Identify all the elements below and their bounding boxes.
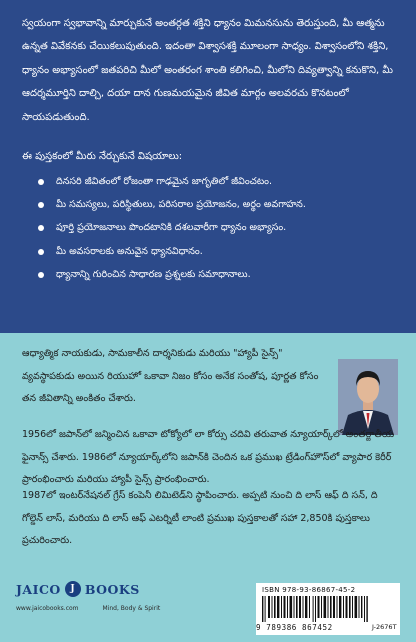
list-item xyxy=(38,245,398,268)
publisher-name-right: BOOKS xyxy=(84,581,140,597)
bullet-icon xyxy=(38,202,44,208)
blurb-intro: స్వయంగా స్వభావాన్ని మార్చుకునే అంతర్గత శక్తిని ధ్యానం మిమనసును తెరుస్తుంది, మీ ఆత్మను ఉన్నత వివేకనకు చేయికలుపుతుంది. ఇదంతా విశ్వాసశక్తి మూలంగా సాధ్యం. విశ్వాసంలోని శక్తిని, ధ్యానం అభ్యాసంలో జతపరిచి మీలో అంతరంగ శాంతి కలిగించి, మీలోని దివ్యత్వాన్ని కనుకొని, మీ ఆదర్శమూర్తిని దాల్చి, దయా దాన గుణమయమైన జీవిత మార్గం అలవరచు కొనటంలో సాయపడుతుంది. xyxy=(22,18,393,123)
sku-code: J-2676T xyxy=(372,623,397,631)
bullet-icon xyxy=(38,225,44,231)
publisher-name-left: JAICO xyxy=(16,581,61,597)
list-item xyxy=(38,221,398,244)
publisher-block xyxy=(16,581,216,612)
publisher-footer xyxy=(16,605,216,612)
list-item xyxy=(38,198,398,221)
author-bio-career: 1956లో జపాన్‌లో జన్మించిన ఒకావా టోక్యోలో లా కోర్సు చదివి తరువాత న్యూయార్క్‌లో అంతర్జాతీయ ఫైనాన్స్ చేశారు. 1986లో న్యూయార్క్‌లోని జపాన్‌కి చెందిన ఒక ప్రముఖ ట్రేడింగ్‌హౌస్‌లో వ్యాపార కెరీర్ ప్రారంభించారు మరియు హ్యాపీ సైన్స్ ప్రారంభించారు. xyxy=(22,429,395,485)
author-bio-works: 1987లో ఇంటర్‌నేషనల్ గ్రేస్ కంపెనీ లిమిటెడ్‌ని స్థాపించారు. అప్పటి నుంచి ది లాస్ ఆఫ్ ది సన్, ది గోల్డెన్ లాస్, మరియు ది లాస్ ఆఫ్ ఎటర్నిటీ లాంటి ప్రముఖ పుస్తకాలతో సహా 2,850కి పుస్తకాలు ప్రచురించారు. xyxy=(22,490,378,546)
jaico-emblem-icon xyxy=(65,581,81,597)
barcode-digits: 9 789386 867452 xyxy=(256,623,333,632)
list-heading: ఈ పుస్తకంలో మీరు నేర్చుకునే విషయాలు: xyxy=(22,151,183,162)
barcode-icon xyxy=(262,596,368,622)
list-item-text: ధ్యానాన్ని గురించిన సాధారణ ప్రశ్నలకు సమాధానాలు. xyxy=(56,268,251,280)
bullet-icon xyxy=(38,272,44,278)
list-item-text: పూర్తి ప్రయోజనాలు పొందటానికి దశలవారీగా ధ్యానం అభ్యాసం. xyxy=(56,222,287,234)
list-item xyxy=(38,175,398,198)
author-bio-intro: ఆధ్యాత్మిక నాయకుడు, సామకాలీన దార్శనికుడు మరియు "హ్యాపీ సైన్స్" వ్యవస్థాపకుడు అయిన రియుహో ఒకావా నిజం కోసం అనేక సంతోష, పూర్ణత కోసం తన జీవితాన్ని అంకితం చేశారు. xyxy=(22,348,319,404)
list-item-text: మీ అవసరాలకు అనువైన ధ్యానవిధానం. xyxy=(56,245,203,257)
bullet-icon xyxy=(38,249,44,255)
list-item-text: మీ సమస్యలు, పరిస్థితులు, పరిసరాల ప్రయోజనం, అర్థం అవగాహన. xyxy=(56,199,306,211)
author-panel xyxy=(0,333,416,642)
bullet-icon xyxy=(38,179,44,185)
emblem-letter: J xyxy=(70,584,76,594)
isbn-label: ISBN 978-93-86867-45-2 xyxy=(262,586,356,594)
publisher-tagline: Mind, Body & Spirit xyxy=(102,605,161,612)
barcode-block xyxy=(256,583,400,635)
learning-list xyxy=(38,175,398,291)
list-item-text: దినసరి జీవితంలో రోజంతా గాఢమైన జాగృతిలో జీవించటం. xyxy=(56,176,273,187)
list-item xyxy=(38,268,398,291)
publisher-website: www.jaicobooks.com xyxy=(16,605,79,612)
publisher-logo xyxy=(16,581,216,597)
